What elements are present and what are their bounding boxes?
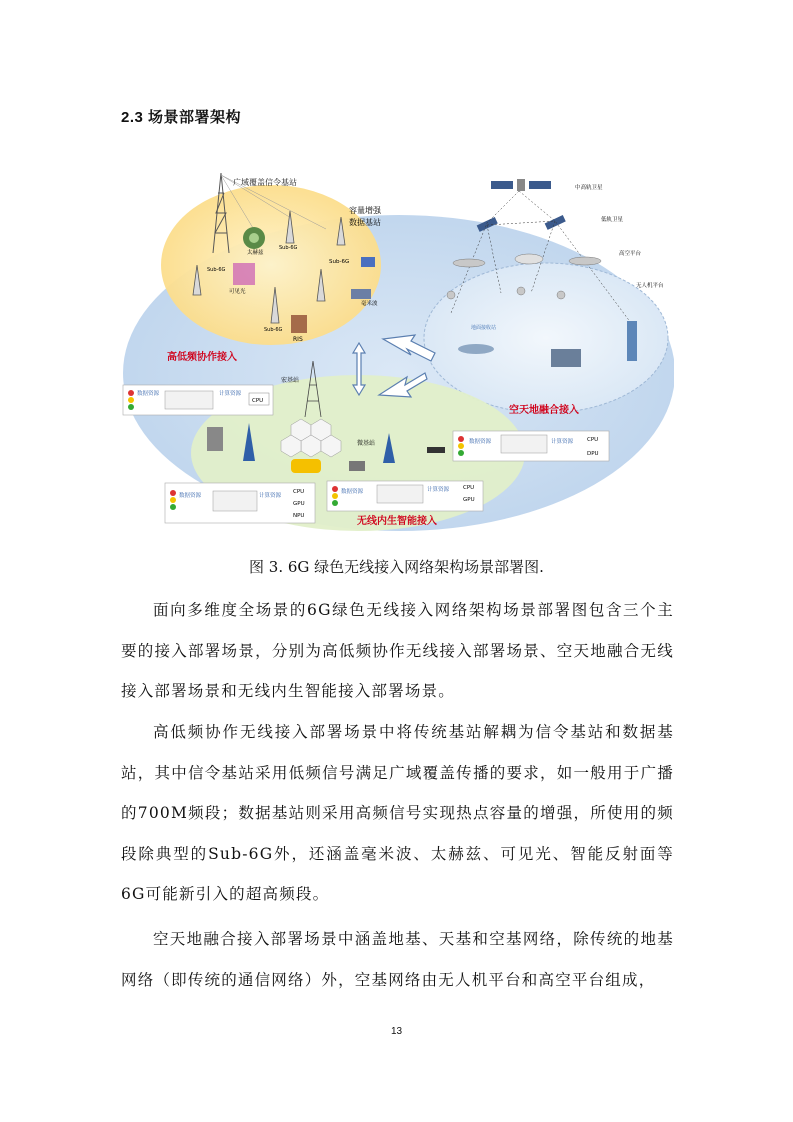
resource-box-right [453, 431, 609, 461]
section-number: 2.3 [121, 109, 144, 126]
car-icon [291, 459, 321, 473]
figure-label: 数据资源 [179, 493, 202, 499]
figure-label: RIS [293, 336, 303, 343]
label-wide-signal: 广域覆盖信令基站 [233, 178, 297, 187]
figure-label: CPU [587, 437, 599, 443]
paragraph-1: 面向多维度全场景的6G绿色无线接入网络架构场景部署图包含三个主要的接入部署场景，分别为高低频协作无线接入部署场景、空天地融合无线接入部署场景和无线内生智能接入部署场景。 [121, 601, 674, 700]
bus-icon [351, 289, 371, 299]
figure-label: 高空平台 [619, 251, 642, 257]
ship-icon [458, 344, 494, 354]
figure-label: 计算资源 [427, 487, 450, 493]
robot-icon [207, 427, 223, 451]
figure-label: 低轨卫星 [601, 217, 624, 223]
figure-label: 计算资源 [259, 493, 282, 499]
figure-label: 计算资源 [551, 439, 574, 445]
figure-label: Sub-6G [279, 245, 298, 251]
tower-building-icon [627, 321, 637, 361]
visible-light-icon [233, 263, 255, 285]
figure-label: Sub-6G [329, 259, 350, 265]
figure-label: 数据基站 [349, 218, 381, 227]
section-heading [121, 106, 241, 127]
figure-label: 无人机平台 [636, 283, 664, 289]
satellite-icons [477, 179, 566, 232]
page-number: 13 [390, 1026, 403, 1037]
ris-icon [291, 315, 307, 333]
figure-label: CPU [463, 485, 475, 491]
building-icon [551, 349, 581, 367]
drone-icon [427, 447, 445, 453]
label-wireless-ai: 无线内生智能接入 [357, 516, 437, 527]
figure-label: 微基站 [357, 440, 376, 447]
figure-label: Sub-6G [207, 267, 226, 273]
laptop-icon [361, 257, 375, 267]
figure-label: 毫米波 [361, 301, 378, 307]
figure-label: GPU [463, 497, 475, 503]
figure-label: 数据资源 [137, 391, 160, 397]
figure-label: CPU [252, 398, 264, 404]
figure-label: NPU [293, 513, 305, 519]
figure-label: GPU [293, 501, 305, 507]
figure-label: 地面接收站 [471, 325, 497, 331]
figure-label: 计算资源 [219, 391, 242, 397]
figure-caption: 图 3. 6G 绿色无线接入网络架构场景部署图. [249, 558, 544, 576]
figure-label: DPU [587, 451, 599, 457]
figure-label: 太赫兹 [247, 250, 264, 256]
resource-box-bottom-left [165, 483, 315, 523]
architecture-figure [121, 163, 674, 535]
paragraph-2: 高低频协作无线接入部署场景中将传统基站解耦为信令基站和数据基站，其中信令基站采用低频信号满足广域覆盖传播的要求，如一般用于广播的700M频段；数据基站则采用高频信号实现热点容量的增强，所使用的频段除典型的Sub-6G外，还涵盖毫米波、太赫兹、可见光、智能反射面等6G可能新引入的超高频段。 [121, 723, 674, 903]
resource-box-bottom-mid [327, 481, 483, 511]
figure-label: 中高轨卫星 [575, 185, 603, 191]
figure-label: 可见光 [229, 289, 246, 295]
figure-label: Sub-6G [264, 327, 283, 333]
camera-icon [349, 461, 365, 471]
figure-label: 数据资源 [341, 489, 364, 495]
resource-box-top-left [123, 385, 273, 415]
figure-label: CPU [293, 489, 305, 495]
figure-label: 容量增强 [349, 206, 381, 215]
figure-label: 宏基站 [281, 377, 300, 384]
figure-label: 数据资源 [469, 439, 492, 445]
paragraph-3: 空天地融合接入部署场景中涵盖地基、天基和空基网络，除传统的地基网络（即传统的通信网络）外，空基网络由无人机平台和高空平台组成， [121, 930, 674, 989]
section-title: 场景部署架构 [148, 109, 242, 126]
label-high-low-access: 高低频协作接入 [167, 352, 237, 363]
label-space-air-ground: 空天地融合接入 [509, 405, 579, 416]
